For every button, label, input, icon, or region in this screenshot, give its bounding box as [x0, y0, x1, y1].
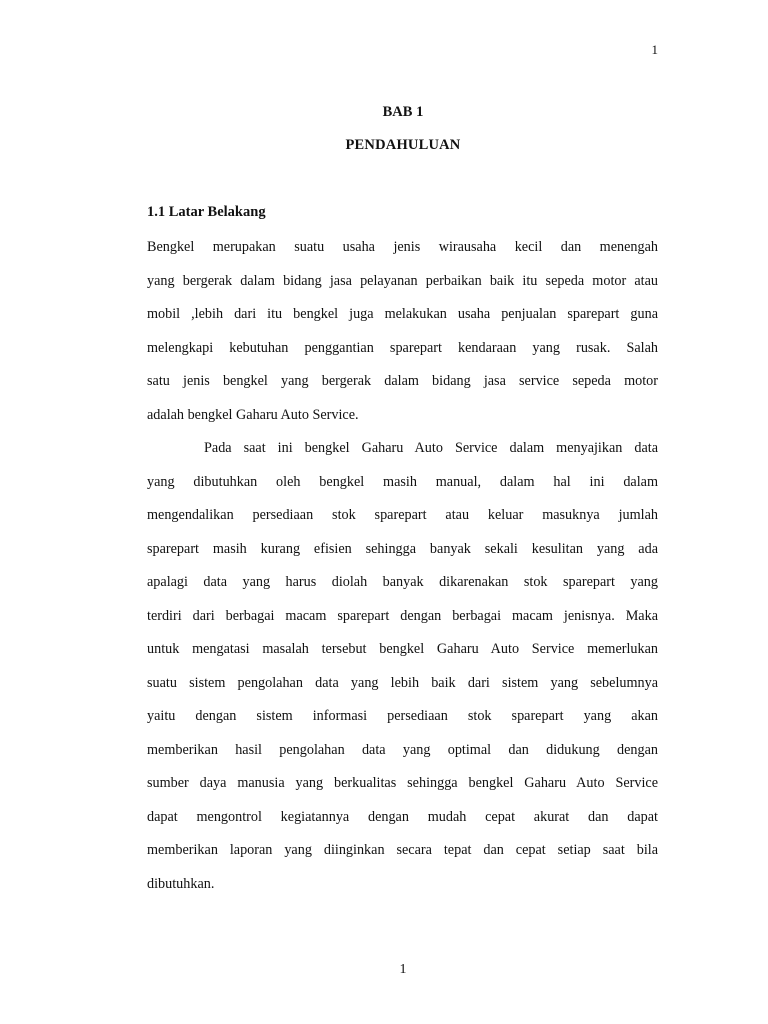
body-line: satu jenis bengkel yang bergerak dalam bidang jasa service sepeda motor	[147, 373, 658, 389]
body-line: yang bergerak dalam bidang jasa pelayanan perbaikan baik itu sepeda motor atau	[147, 272, 658, 289]
page-number-top: 1	[651, 42, 658, 57]
body-line: yang dibutuhkan oleh bengkel masih manual, dalam hal ini dalam	[147, 473, 658, 490]
body-text	[147, 234, 658, 904]
body-line: adalah bengkel Gaharu Auto Service.	[147, 406, 359, 423]
chapter-title: PENDAHULUAN	[345, 137, 461, 153]
body-line: dibutuhkan.	[147, 875, 215, 892]
body-line: apalagi data yang harus diolah banyak dikarenakan stok sparepart yang	[147, 574, 658, 590]
body-line: terdiri dari berbagai macam sparepart dengan berbagai macam jenisnya. Maka	[147, 607, 658, 624]
body-line: memberikan hasil pengolahan data yang optimal dan didukung dengan	[147, 741, 658, 758]
body-line: yaitu dengan sistem informasi persediaan stok sparepart yang akan	[147, 708, 658, 724]
body-line: sumber daya manusia yang berkualitas sehingga bengkel Gaharu Auto Service	[147, 775, 658, 791]
paragraph-1	[147, 234, 658, 435]
body-line: Bengkel merupakan suatu usaha jenis wirausaha kecil dan menengah	[147, 239, 658, 255]
chapter-label: BAB 1	[382, 104, 424, 120]
paragraph-2	[147, 435, 658, 904]
page-number-bottom: 1	[399, 962, 407, 977]
body-line: melengkapi kebutuhan penggantian sparepart kendaraan yang rusak. Salah	[147, 339, 658, 356]
body-line: mobil ,lebih dari itu bengkel juga melakukan usaha penjualan sparepart guna	[147, 306, 658, 322]
body-line: memberikan laporan yang diinginkan secara tepat dan cepat setiap saat bila	[147, 842, 658, 858]
body-line: sparepart masih kurang efisien sehingga banyak sekali kesulitan yang ada	[147, 540, 658, 557]
body-line: Pada saat ini bengkel Gaharu Auto Service dalam menyajikan data	[204, 440, 658, 456]
body-line: suatu sistem pengolahan data yang lebih baik dari sistem yang sebelumnya	[147, 674, 658, 691]
section-heading: 1.1 Latar Belakang	[147, 204, 266, 220]
body-line: dapat mengontrol kegiatannya dengan mudah cepat akurat dan dapat	[147, 808, 658, 825]
body-line: untuk mengatasi masalah tersebut bengkel Gaharu Auto Service memerlukan	[147, 641, 658, 657]
body-line: mengendalikan persediaan stok sparepart atau keluar masuknya jumlah	[147, 507, 658, 523]
